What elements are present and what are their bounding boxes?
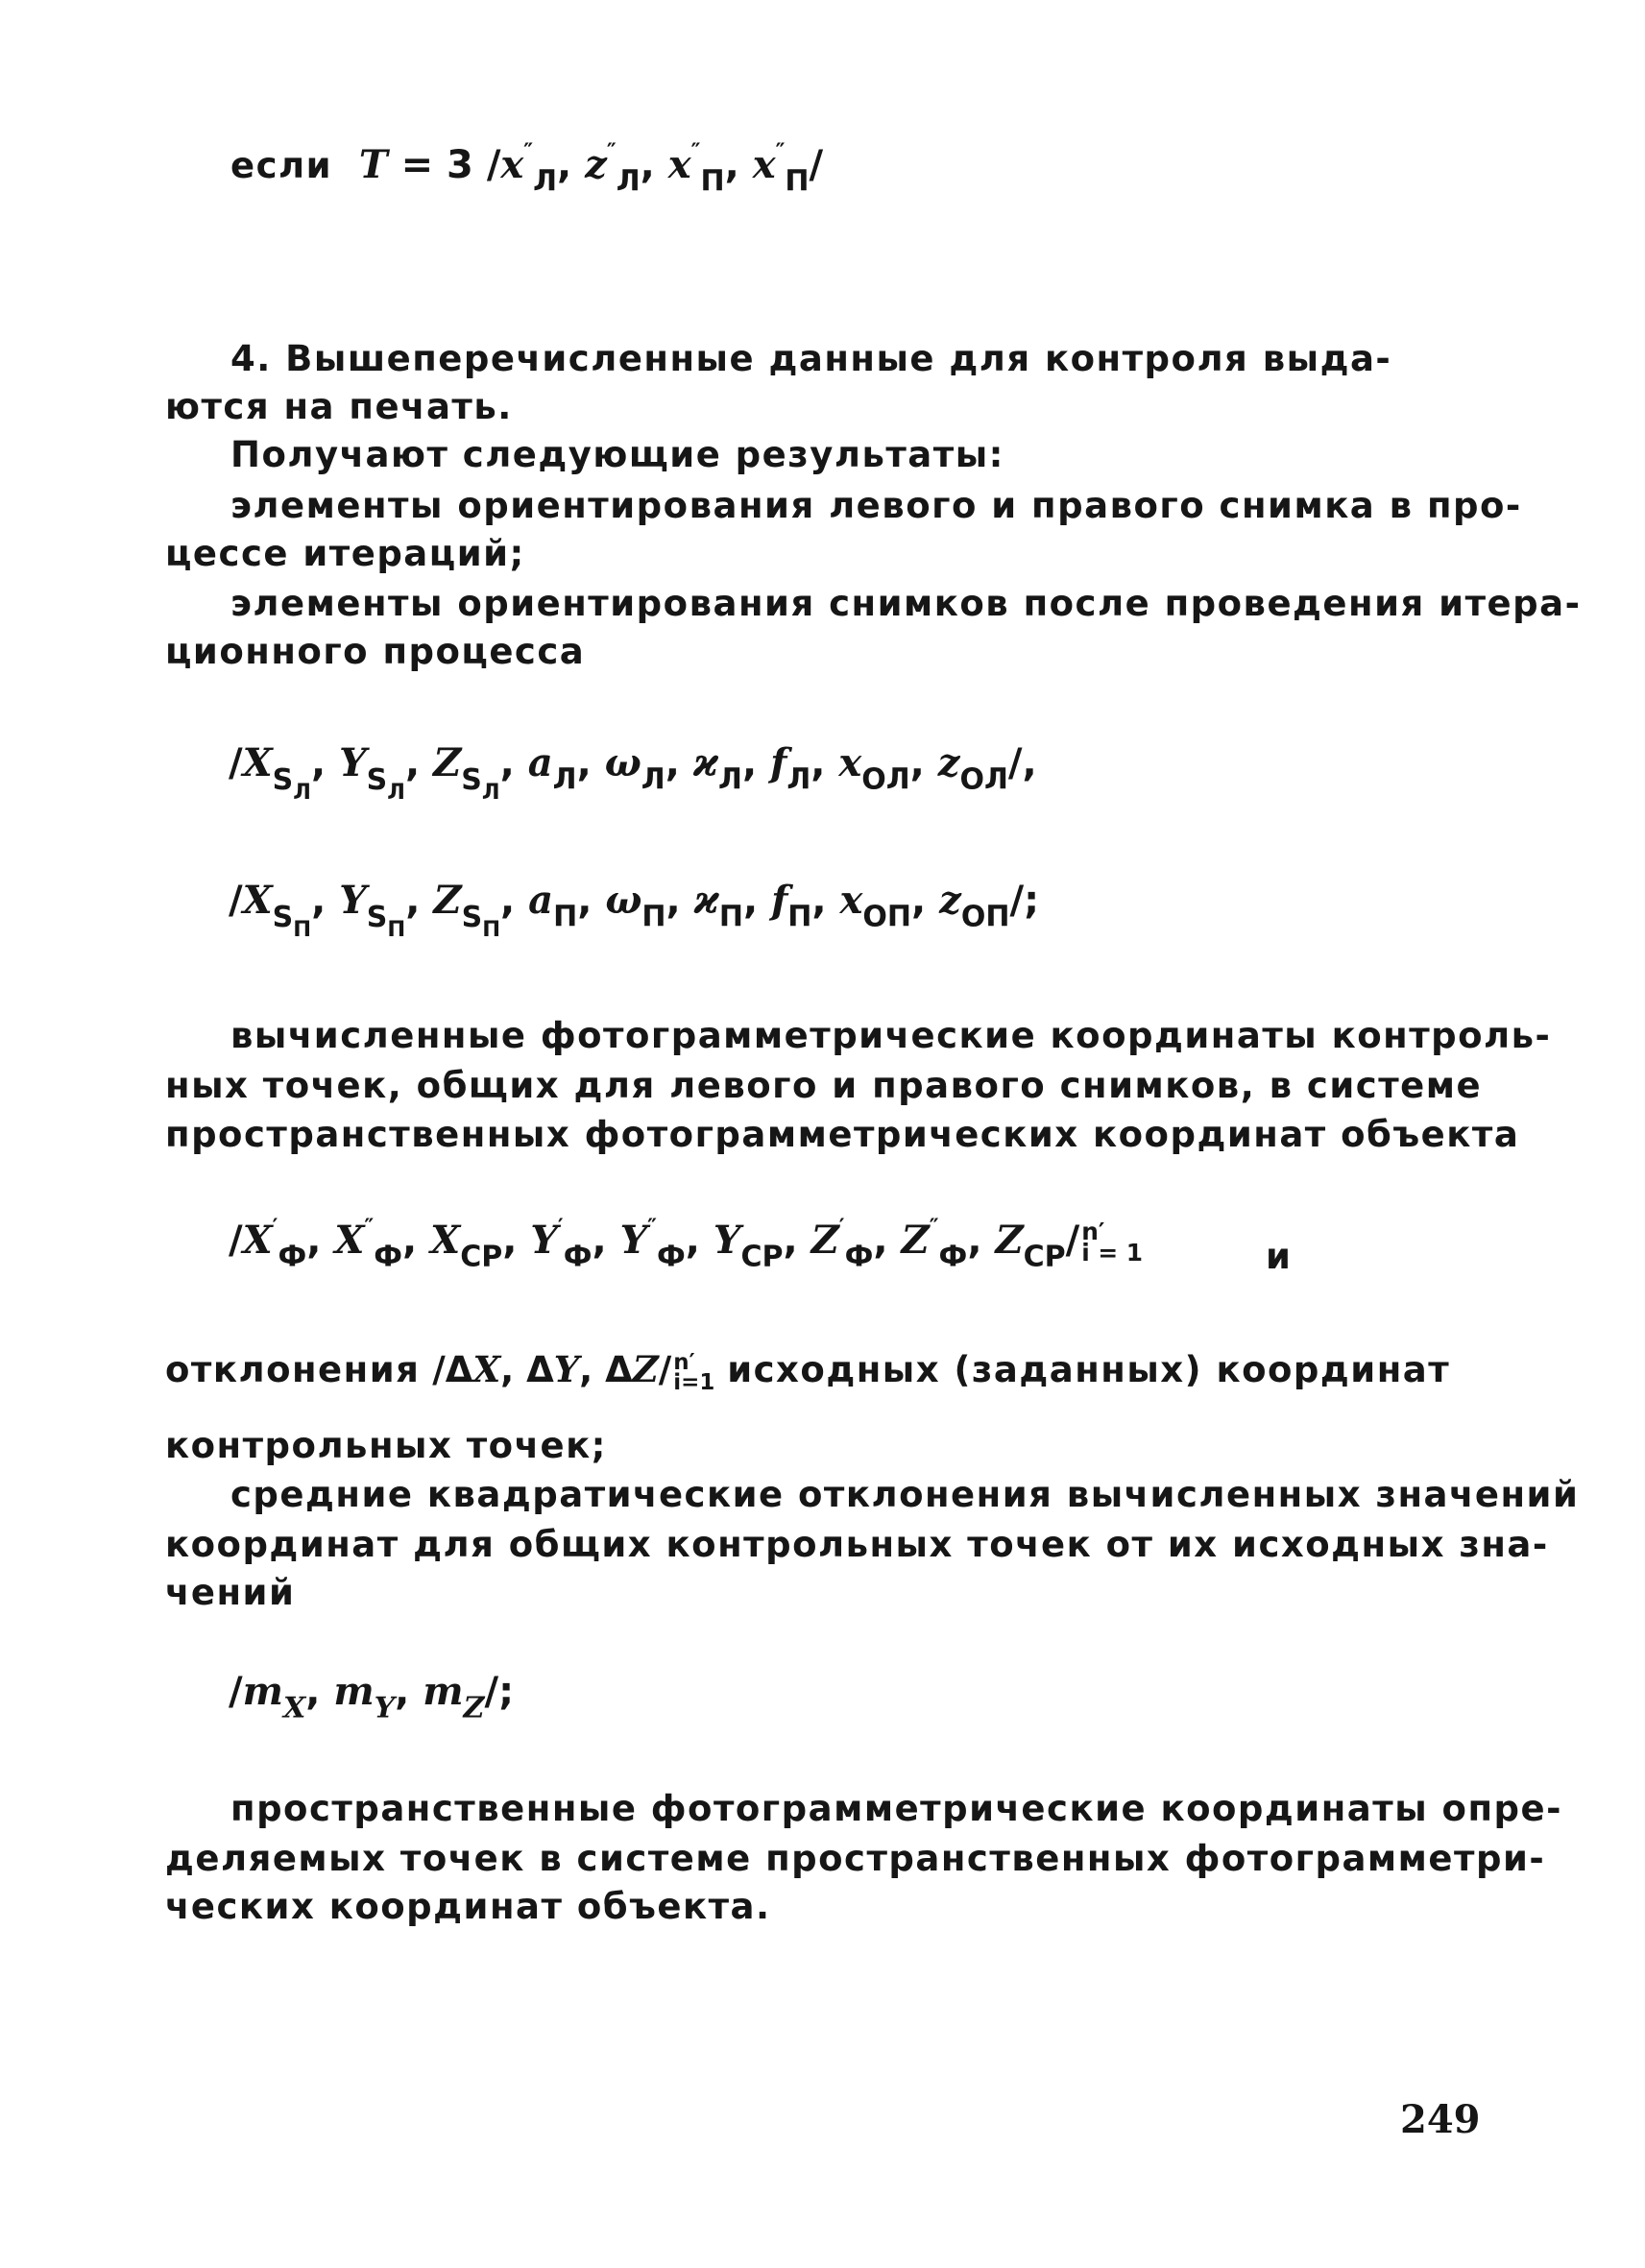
paragraph-line: пространственные фотограмметрические координаты опре- <box>230 1788 1562 1829</box>
formula-deviations: отклонения /ΔX, ΔY, ΔZ/ n′ i=1 исходных (заданных) координат <box>165 1348 1451 1396</box>
paragraph-line: элементы ориентирования левого и правого снимка в про- <box>230 485 1522 526</box>
paragraph-line: элементы ориентирования снимков после проведения итера- <box>230 583 1582 624</box>
page-number: 249 <box>1400 2097 1481 2142</box>
formula-mean-square: $/m_X$, $m_Y$, $m_Z/$; <box>229 1669 515 1725</box>
paragraph-line: ческих координат объекта. <box>165 1886 771 1927</box>
formula-t-condition: если T = 3 $/x''_Л$, $z''_Л$, $x''_П$, $x''_П/$ <box>230 140 824 199</box>
paragraph-line: 4. Вышеперечисленные данные для контроля выда- <box>230 338 1392 379</box>
formula-coordinates: $/X'_Ф$, $X''_Ф$, $X_{СР}$, $Y'_Ф$, $Y''_Ф$, $Y_{СР}$, $Z'_Ф$, $Z''_Ф$, $Z_{СР}/$ n′ i = 1 <box>229 1216 1144 1274</box>
formula-right-elements: $/X_{S_П}$, $Y_{S_П}$, $Z_{S_П}$, $a_П$, $\omega_П$, $ϰ_П$, $f_П$, $x_{ОП}$, $z_{ОП}/$; <box>229 878 1040 942</box>
paragraph-line: вычисленные фотограмметрические координаты контроль- <box>230 1015 1552 1056</box>
paragraph-line: деляемых точек в системе пространственных фотограмметри- <box>165 1838 1546 1879</box>
paragraph-line: средние квадратические отклонения вычисленных значений <box>230 1474 1580 1515</box>
limit-top: n′ <box>673 1350 695 1376</box>
formula-left-elements: $/X_{S_Л}$, $Y_{S_Л}$, $Z_{S_Л}$, $a_Л$, $\omega_Л$, $ϰ_Л$, $f_Л$, $x_{ОЛ}$, $z_{ОЛ}/$, <box>229 740 1037 805</box>
paragraph-line: ных точек, общих для левого и правого снимков, в системе <box>165 1065 1483 1106</box>
paragraph-line: пространственных фотограмметрических координат объекта <box>165 1114 1520 1155</box>
limit-bottom: i = 1 <box>1081 1239 1144 1267</box>
limit-top: n′ <box>1081 1218 1105 1246</box>
paragraph-line: Получают следующие результаты: <box>230 434 1004 475</box>
paragraph-line: ционного процесса <box>165 631 586 672</box>
paragraph-line: координат для общих контрольных точек от их исходных зна- <box>165 1524 1549 1565</box>
paragraph-line: цессе итераций; <box>165 533 525 574</box>
conjunction-and: и <box>1266 1236 1293 1277</box>
limit-bottom: i=1 <box>673 1370 715 1396</box>
paragraph-line: ются на печать. <box>165 386 513 427</box>
paragraph-line: контрольных точек; <box>165 1425 607 1466</box>
paragraph-line: чений <box>165 1572 296 1613</box>
